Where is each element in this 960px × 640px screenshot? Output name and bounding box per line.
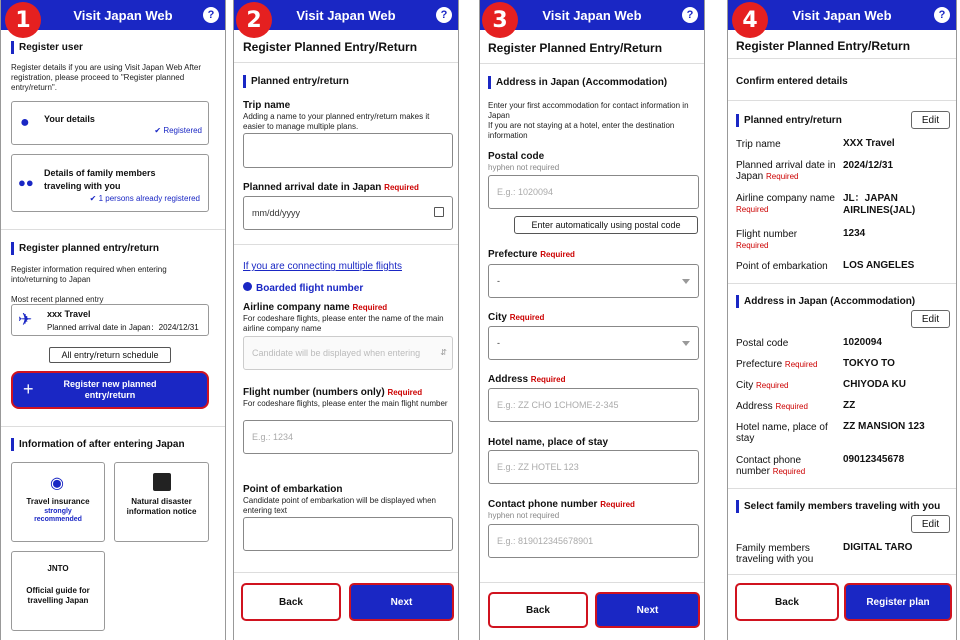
city-label: [488, 312, 544, 323]
city-text: City: [488, 312, 507, 323]
plus-icon: +: [23, 379, 34, 399]
required-tag: Required: [509, 313, 545, 322]
flight-label: [736, 229, 836, 251]
address-value: ZZ: [843, 400, 856, 411]
hotel-value: ZZ MANSION 123: [843, 421, 925, 432]
required-tag: Required: [736, 241, 769, 250]
panel-home: [0, 0, 226, 640]
section-heading: Address in Japan (Accommodation): [488, 76, 667, 89]
auto-postal-button[interactable]: Enter automatically using postal code: [514, 216, 698, 234]
trip-name-label: Trip name: [243, 100, 291, 111]
flight-number-label: [243, 387, 422, 398]
prefecture-label: [736, 359, 817, 370]
help-icon[interactable]: ?: [436, 7, 452, 23]
airline-value: JL：JAPAN AIRLINES(JAL): [843, 193, 916, 216]
insurance-card[interactable]: [11, 462, 105, 542]
family-card[interactable]: [11, 154, 209, 212]
trip-name-value: XXX Travel: [843, 138, 895, 149]
trip-name-desc: Adding a name to your planned entry/return makes it easier to manage multiple plans.: [243, 112, 430, 131]
disaster-icon: [153, 473, 171, 491]
panel-address: [479, 0, 705, 640]
registered-text: Registered: [163, 126, 202, 135]
confirm-heading: Confirm entered details: [736, 76, 848, 87]
insurance-sub: strongly recommended: [34, 508, 82, 523]
airline-input[interactable]: [243, 336, 453, 370]
your-details-label: Your details: [44, 114, 95, 124]
phone-text: Contact phone number: [736, 455, 802, 477]
required-tag: Required: [530, 375, 566, 384]
phone-text: Contact phone number: [488, 499, 598, 510]
app-title: Visit Japan Web: [73, 7, 173, 23]
register-new-label: Register new planned entry/return: [63, 379, 157, 400]
phone-label: [488, 499, 635, 510]
address-text: Address: [736, 401, 773, 412]
flight-number-input[interactable]: [243, 420, 453, 454]
panel-planned-entry: [233, 0, 459, 640]
family-status-text: 1 persons already registered: [98, 194, 200, 203]
most-recent-label: Most recent planned entry: [11, 295, 104, 304]
required-tag: Required: [784, 360, 818, 369]
flight-desc: For codeshare flights, please enter the main flight number: [243, 399, 448, 408]
info-heading: Information of after entering Japan: [11, 438, 185, 451]
person-icon: ●: [20, 114, 30, 131]
family-icon: ●●: [18, 175, 34, 190]
app-title: Visit Japan Web: [296, 7, 396, 23]
pref-text: Prefecture: [488, 249, 538, 260]
required-tag: Required: [540, 250, 575, 259]
postal-placeholder: E.g.: 1020094: [497, 187, 554, 197]
airline-label: [736, 193, 836, 215]
arrival-label: [736, 160, 836, 182]
boarded-flight-option[interactable]: [243, 282, 363, 294]
hotel-placeholder: E.g.: ZZ HOTEL 123: [497, 462, 579, 472]
planned-heading: Register planned entry/return: [11, 242, 159, 255]
guide-card[interactable]: [11, 551, 105, 631]
address-text: Address: [488, 374, 529, 385]
pref-value: -: [497, 276, 500, 286]
prefecture-value: TOKYO TO: [843, 358, 895, 369]
airline-placeholder: Candidate will be displayed when entering: [252, 348, 421, 358]
multiple-flights-link[interactable]: If you are connecting multiple flights: [243, 261, 402, 272]
hotel-label: Hotel name, place of stay: [488, 437, 609, 448]
city-label: [736, 380, 788, 391]
arrival-date-text: Planned arrival date in Japan: [243, 182, 382, 193]
postal-label: Postal code: [488, 151, 545, 162]
disaster-label: Natural disaster information notice: [126, 497, 197, 516]
next-button[interactable]: Next: [349, 583, 454, 621]
disaster-card[interactable]: [114, 462, 209, 542]
recent-plan-card[interactable]: [11, 304, 209, 336]
flight-placeholder: E.g.: 1234: [252, 432, 294, 442]
step-badge-1: 1: [5, 2, 41, 38]
required-tag: Required: [756, 381, 789, 390]
app-title: Visit Japan Web: [542, 7, 642, 23]
register-plan-button[interactable]: Register plan: [844, 583, 952, 621]
postal-label: Postal code: [736, 338, 789, 349]
hotel-label: Hotel name, place of stay: [736, 422, 828, 444]
sort-icon: ⇵: [440, 348, 447, 357]
chevron-down-icon: [682, 341, 690, 346]
your-details-card[interactable]: [11, 101, 209, 145]
required-tag: Required: [387, 388, 423, 397]
recent-trip-name: xxx Travel: [47, 309, 91, 319]
phone-label: [736, 455, 836, 477]
phone-placeholder: E.g.: 819012345678901: [497, 536, 594, 546]
required-tag: Required: [772, 467, 806, 476]
section-planned: Planned entry/return: [736, 114, 842, 127]
trip-name-label: Trip name: [736, 139, 781, 150]
panel-confirm: [727, 0, 957, 640]
back-button[interactable]: Back: [735, 583, 839, 621]
guide-label: Official guide for travelling Japan: [26, 586, 90, 605]
hotel-input[interactable]: [488, 450, 699, 484]
trip-name-input[interactable]: [243, 133, 453, 168]
arrival-value: 2024/12/31: [843, 160, 894, 171]
city-text: City: [736, 380, 754, 391]
city-select[interactable]: [488, 326, 699, 360]
arrival-text: Planned arrival date in Japan: [736, 160, 836, 182]
section-family: Select family members traveling with you: [736, 500, 952, 513]
postal-input[interactable]: [488, 175, 699, 209]
family-label: Family members traveling with you: [736, 543, 814, 565]
required-tag: Required: [775, 402, 808, 411]
app-title: Visit Japan Web: [792, 7, 892, 23]
airline-text: Airline company name: [736, 193, 835, 204]
phone-value: 09012345678: [843, 454, 905, 465]
edit-planned-button[interactable]: Edit: [911, 111, 950, 129]
edit-address-button[interactable]: Edit: [911, 310, 950, 328]
airplane-icon: ✈: [18, 310, 33, 329]
pref-text: Prefecture: [736, 359, 783, 370]
register-user-desc: Register details if you are using Visit Japan Web After registration, please proceed to "Register planned entry/return".: [11, 63, 202, 92]
step-badge-2: 2: [236, 2, 272, 38]
page-title: Register Planned Entry/Return: [736, 39, 911, 53]
insurance-label: Travel insurance: [26, 497, 90, 506]
prefecture-label: [488, 249, 575, 260]
embark-value: LOS ANGELES: [843, 260, 915, 271]
edit-family-button[interactable]: Edit: [911, 515, 950, 533]
radio-selected-icon: [243, 282, 252, 291]
airline-desc: For codeshare flights, please enter the name of the main airline company name: [243, 314, 444, 333]
address-label: [488, 374, 565, 385]
page-title: Register Planned Entry/Return: [243, 40, 418, 54]
boarded-text: Boarded flight number: [256, 283, 364, 294]
address-input[interactable]: [488, 388, 699, 422]
flight-text: Flight number (numbers only): [243, 387, 385, 398]
page-title: Register Planned Entry/Return: [488, 41, 663, 55]
airline-label: [243, 302, 387, 313]
address-label: [736, 401, 808, 412]
address-placeholder: E.g.: ZZ CHO 1CHOME-2-345: [497, 400, 619, 410]
flight-value: 1234: [843, 228, 866, 239]
phone-hint: hyphen not required: [488, 511, 560, 520]
all-schedule-button[interactable]: All entry/return schedule: [49, 347, 171, 363]
embark-desc: Candidate point of embarkation will be displayed when entering text: [243, 496, 437, 515]
calendar-icon[interactable]: [434, 207, 444, 217]
section-heading: Planned entry/return: [243, 75, 349, 88]
embark-label: Point of embarkation: [243, 484, 343, 495]
insurance-icon: ◉: [50, 475, 64, 492]
help-icon[interactable]: ?: [934, 7, 950, 23]
required-tag: Required: [766, 172, 799, 181]
register-user-heading: Register user: [11, 41, 83, 54]
embark-label: Point of embarkation: [736, 261, 828, 272]
phone-input[interactable]: [488, 524, 699, 558]
jnto-logo: JNTO: [47, 564, 69, 573]
airline-text: Airline company name: [243, 302, 350, 313]
registered-status: ✔ Registered: [154, 126, 202, 135]
family-status: ✔ 1 persons already registered: [89, 194, 200, 203]
city-value: CHIYODA KU: [843, 379, 906, 390]
recent-arrival: Planned arrival date in Japan：2024/12/31: [47, 323, 199, 332]
chevron-down-icon: [682, 279, 690, 284]
date-placeholder: mm/dd/yyyy: [252, 208, 301, 218]
address-desc: Enter your first accommodation for contact information in Japan If you are not staying at a hotel, enter the destination information: [488, 101, 689, 140]
city-value: -: [497, 338, 500, 348]
arrival-date-input[interactable]: [243, 196, 453, 230]
flight-text: Flight number: [736, 229, 798, 240]
help-icon[interactable]: ?: [203, 7, 219, 23]
section-address: Address in Japan (Accommodation): [736, 295, 915, 308]
arrival-date-label: [243, 182, 419, 193]
required-tag: Required: [600, 500, 635, 509]
postal-value: 1020094: [843, 337, 882, 348]
postal-hint: hyphen not required: [488, 163, 560, 172]
family-value: DIGITAL TARO: [843, 542, 913, 553]
register-new-button[interactable]: [11, 371, 209, 409]
back-button[interactable]: Back: [241, 583, 341, 621]
prefecture-select[interactable]: [488, 264, 699, 298]
required-tag: Required: [352, 303, 388, 312]
required-tag: Required: [736, 205, 769, 214]
required-tag: Required: [384, 183, 419, 192]
family-label: Details of family members traveling with you: [44, 168, 156, 191]
help-icon[interactable]: ?: [682, 7, 698, 23]
planned-desc: Register information required when entering into/returning to Japan: [11, 265, 167, 284]
embark-input[interactable]: [243, 517, 453, 551]
step-badge-3: 3: [482, 2, 518, 38]
step-badge-4: 4: [732, 2, 768, 38]
back-button[interactable]: Back: [488, 592, 588, 628]
next-button[interactable]: Next: [595, 592, 700, 628]
